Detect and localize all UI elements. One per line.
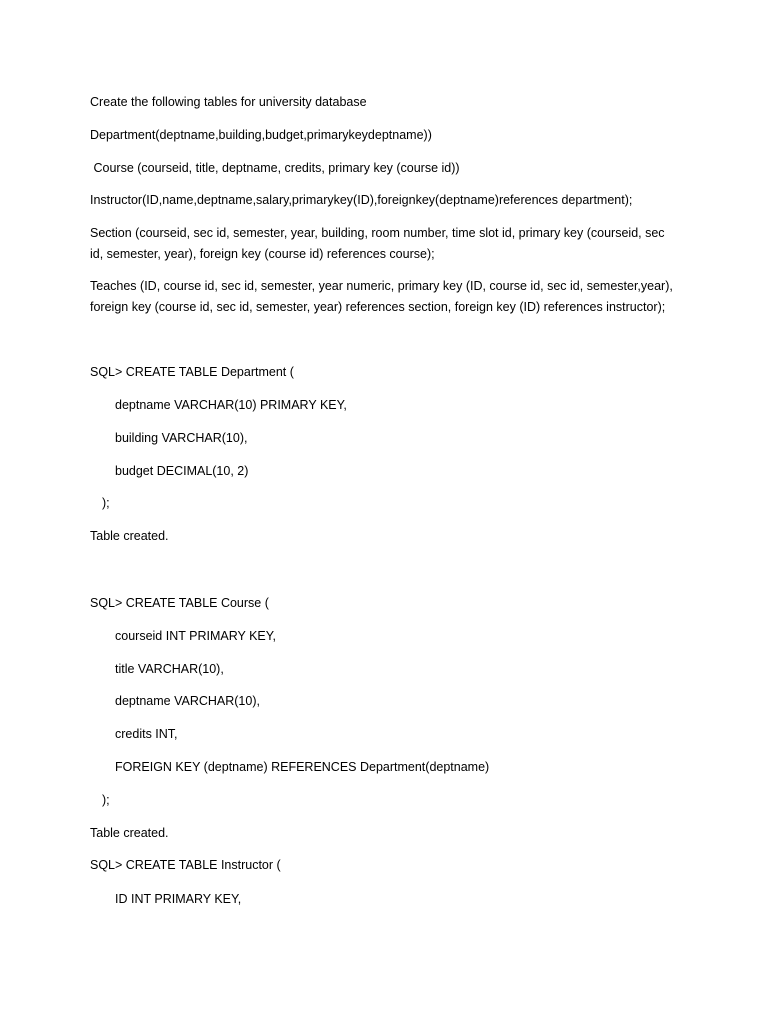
sql-instructor-col-id: ID INT PRIMARY KEY, [115, 892, 242, 906]
teaches-schema: Teaches (ID, course id, sec id, semester, year numeric, primary key (ID, course id, sec id, semester,year), foreign key (course id, sec id, semester, year) references section, foreign key (ID) references instructor); [90, 279, 673, 314]
course-schema: Course (courseid, title, deptname, credits, primary key (course id)) [90, 161, 460, 175]
sql-department-col-building: building VARCHAR(10), [115, 431, 248, 445]
sql-department-col-deptname: deptname VARCHAR(10) PRIMARY KEY, [115, 398, 347, 412]
sql-course-col-deptname: deptname VARCHAR(10), [115, 694, 260, 708]
sql-create-course: SQL> CREATE TABLE Course ( [90, 596, 269, 610]
sql-create-department: SQL> CREATE TABLE Department ( [90, 365, 294, 379]
task-heading: Create the following tables for university database [90, 95, 367, 109]
department-schema: Department(deptname,building,budget,primarykeydeptname)) [90, 128, 432, 142]
sql-course-close: ); [102, 793, 110, 807]
sql-create-instructor: SQL> CREATE TABLE Instructor ( [90, 858, 281, 872]
sql-course-col-courseid: courseid INT PRIMARY KEY, [115, 629, 276, 643]
sql-department-col-budget: budget DECIMAL(10, 2) [115, 464, 249, 478]
sql-course-col-title: title VARCHAR(10), [115, 662, 224, 676]
sql-course-col-credits: credits INT, [115, 727, 178, 741]
sql-department-close: ); [102, 496, 110, 510]
instructor-schema: Instructor(ID,name,deptname,salary,primarykey(ID),foreignkey(deptname)references department); [90, 193, 633, 207]
sql-course-result: Table created. [90, 826, 169, 840]
sql-department-result: Table created. [90, 529, 169, 543]
section-schema: Section (courseid, sec id, semester, year, building, room number, time slot id, primary key (courseid, sec id, semester, year), foreign key (course id) references course); [90, 226, 665, 261]
sql-course-foreign-key: FOREIGN KEY (deptname) REFERENCES Department(deptname) [115, 760, 490, 774]
